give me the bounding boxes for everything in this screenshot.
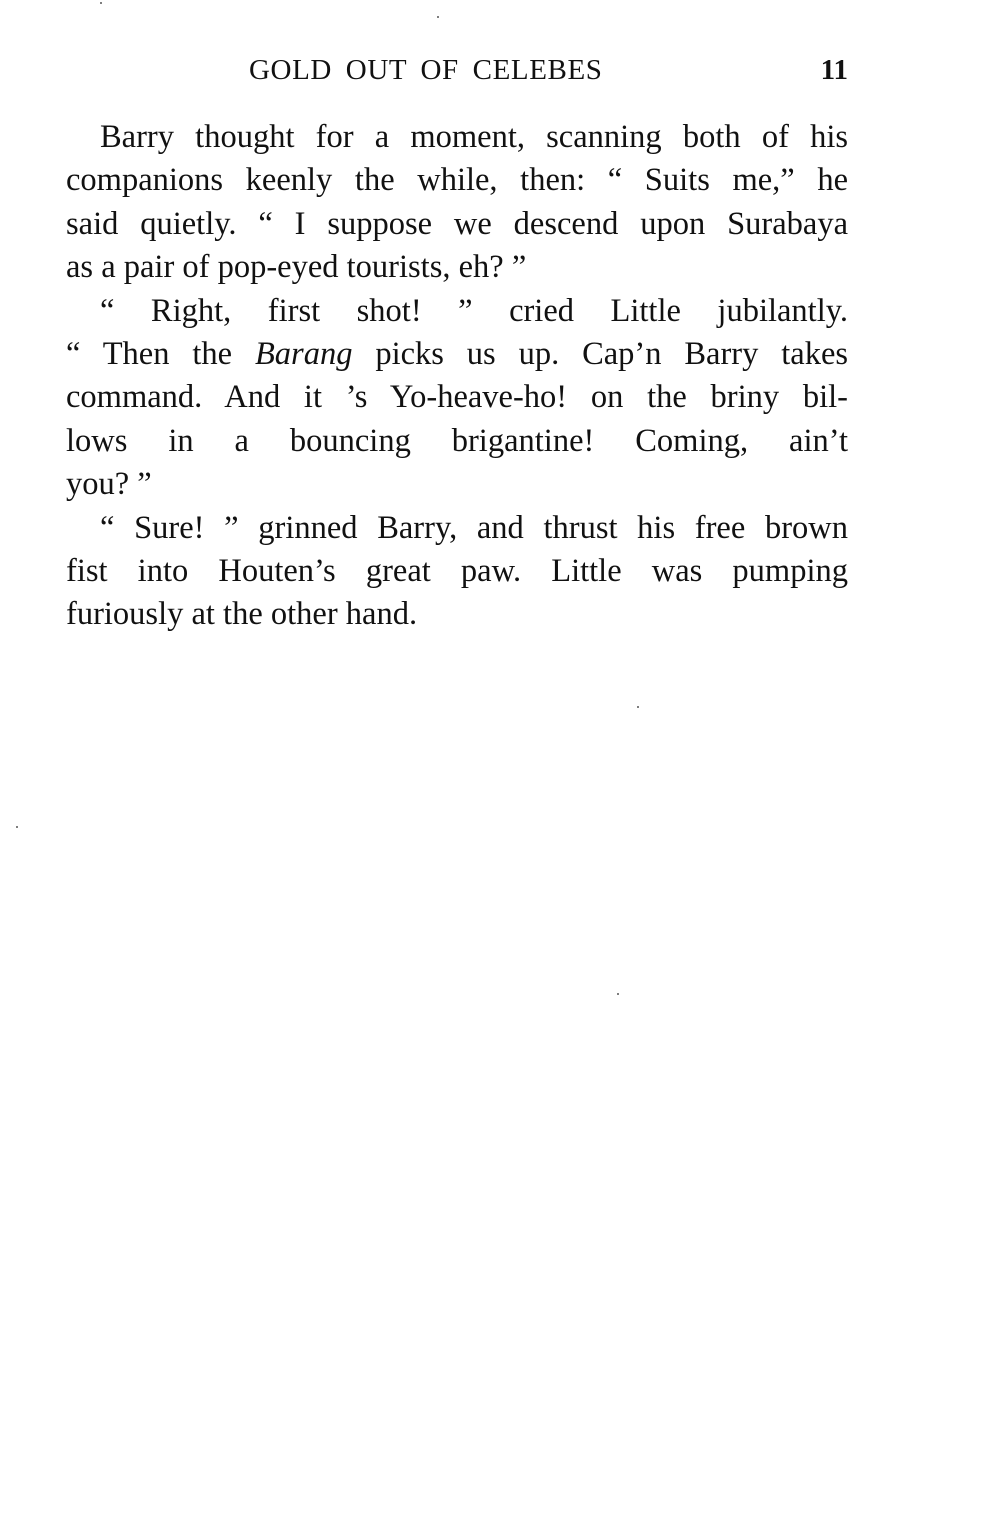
text-line: as a pair of pop-eyed tourists, eh? ” <box>66 249 527 286</box>
text-line: furiously at the other hand. <box>66 596 418 633</box>
scan-speck <box>100 2 102 4</box>
text-fragment: “ Then the <box>66 335 233 372</box>
text-line-with-italic <box>66 333 848 376</box>
text-line: Barry thought for a moment, scanning both of his <box>100 119 848 155</box>
text-line: said quietly. “ I suppose we descend upon Surabaya <box>66 205 848 242</box>
running-head <box>66 54 848 94</box>
scan-speck <box>437 16 439 18</box>
scan-speck <box>16 826 18 828</box>
ship-name-italic: Barang <box>254 335 353 372</box>
running-title: GOLD OUT OF CELEBES <box>249 54 603 86</box>
text-line: you? ” <box>66 466 152 503</box>
page-number: 11 <box>820 54 848 86</box>
scan-speck <box>617 993 619 995</box>
text-line: companions keenly the while, then: “ Suits me,” he <box>66 162 848 199</box>
text-line: “ Sure! ” grinned Barry, and thrust his free brown <box>100 509 848 546</box>
body-text <box>66 116 848 637</box>
scan-speck <box>637 706 639 708</box>
text-line: command. And it ’s Yo-heave-ho! on the briny bil- <box>66 379 848 416</box>
text-line: fist into Houten’s great paw. Little was pumping <box>66 552 848 589</box>
text-fragment: picks us up. Cap’n Barry takes <box>375 335 849 372</box>
text-line: “ Right, first shot! ” cried Little jubilantly. <box>100 292 848 329</box>
text-line: lows in a bouncing brigantine! Coming, ain’t <box>66 422 848 459</box>
